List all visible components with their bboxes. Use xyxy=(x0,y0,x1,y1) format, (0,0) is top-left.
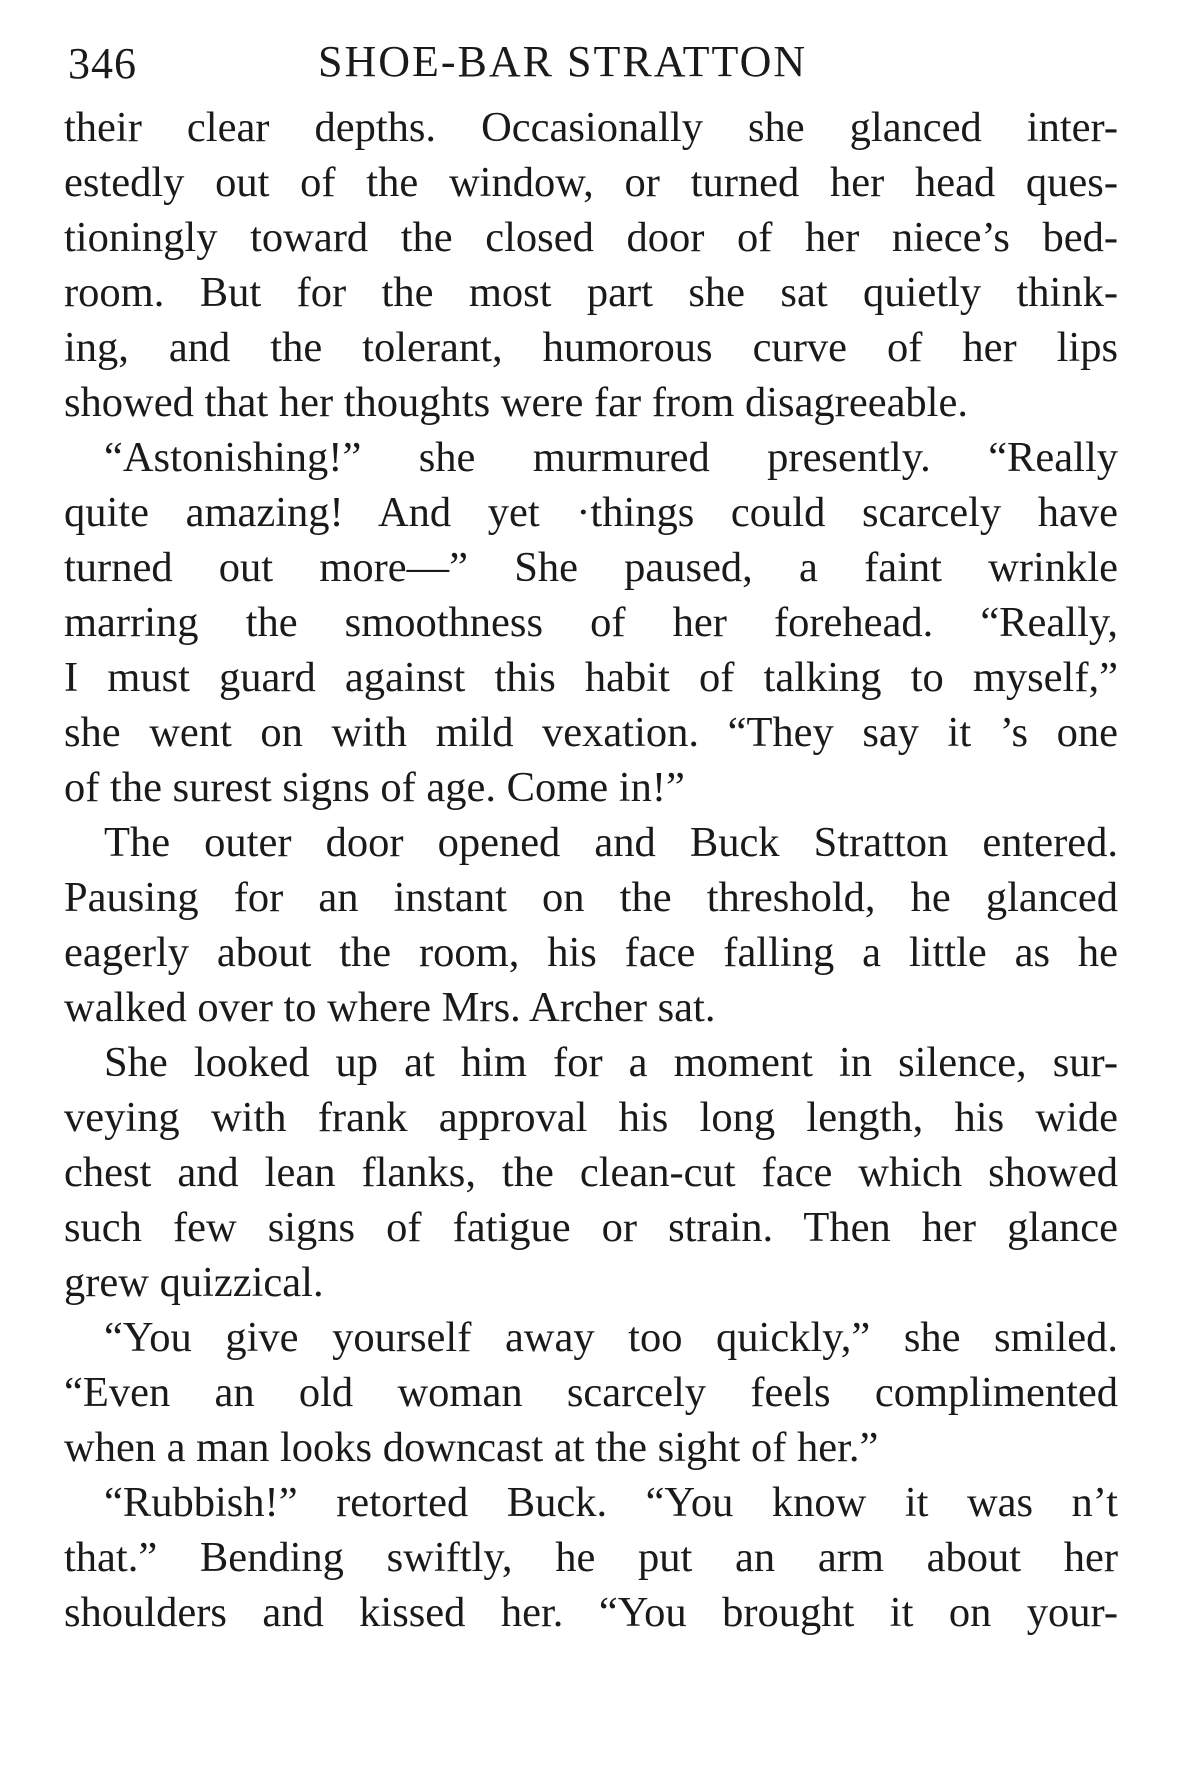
paragraph xyxy=(64,1310,1118,1475)
text-line: shoulders and kissed her. “You brought it on your- xyxy=(64,1589,1118,1636)
text-line: eagerly about the room, his face falling a little as he xyxy=(64,929,1118,976)
text-line: their clear depths. Occasionally she glanced inter- xyxy=(64,104,1118,151)
text-line: of the surest signs of age. Come in!” xyxy=(64,764,685,811)
page-number: 346 xyxy=(68,39,137,88)
text-line: “Even an old woman scarcely feels complimented xyxy=(64,1369,1118,1416)
text-line: “Astonishing!” she murmured presently. “Really xyxy=(104,434,1118,481)
text-line: The outer door opened and Buck Stratton entered. xyxy=(104,819,1118,866)
text-line: quite amazing! And yet ·things could scarcely have xyxy=(64,489,1118,536)
text-line: estedly out of the window, or turned her head ques- xyxy=(64,159,1118,206)
text-line: she went on with mild vexation. “They say it ’s one xyxy=(64,709,1118,756)
running-title: SHOE-BAR STRATTON xyxy=(318,37,808,86)
text-line: such few signs of fatigue or strain. Then her glance xyxy=(64,1204,1118,1251)
text-line: chest and lean flanks, the clean-cut face which showed xyxy=(64,1149,1118,1196)
paragraph xyxy=(64,430,1118,815)
paragraph xyxy=(64,100,1118,430)
text-line: showed that her thoughts were far from disagreeable. xyxy=(64,379,968,426)
book-page xyxy=(64,30,1118,1640)
text-line: when a man looks downcast at the sight of her.” xyxy=(64,1424,879,1471)
paragraph xyxy=(64,1475,1118,1640)
body-text xyxy=(64,100,1118,1640)
text-line: walked over to where Mrs. Archer sat. xyxy=(64,984,716,1031)
text-line: grew quizzical. xyxy=(64,1259,324,1306)
paragraph xyxy=(64,1035,1118,1310)
text-line: She looked up at him for a moment in silence, sur- xyxy=(104,1039,1118,1086)
text-line: I must guard against this habit of talking to myself,” xyxy=(64,654,1118,701)
text-line: turned out more—” She paused, a faint wrinkle xyxy=(64,544,1118,591)
text-line: “You give yourself away too quickly,” she smiled. xyxy=(104,1314,1118,1361)
text-line: Pausing for an instant on the threshold, he glanced xyxy=(64,874,1118,921)
text-line: “Rubbish!” retorted Buck. “You know it was n’t xyxy=(104,1479,1118,1526)
paragraph xyxy=(64,815,1118,1035)
text-line: tioningly toward the closed door of her niece’s bed- xyxy=(64,214,1118,261)
text-line: room. But for the most part she sat quietly think- xyxy=(64,269,1118,316)
running-head xyxy=(64,30,1118,100)
text-line: marring the smoothness of her forehead. “Really, xyxy=(64,599,1118,646)
text-line: veying with frank approval his long length, his wide xyxy=(64,1094,1118,1141)
text-line: ing, and the tolerant, humorous curve of her lips xyxy=(64,324,1118,371)
text-line: that.” Bending swiftly, he put an arm about her xyxy=(64,1534,1118,1581)
